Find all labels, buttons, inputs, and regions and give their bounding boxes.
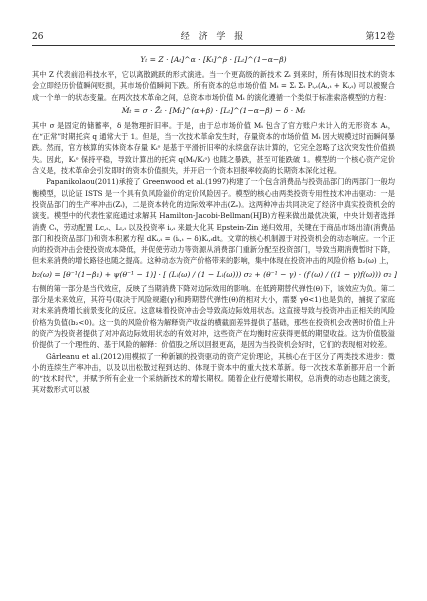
- paragraph: 其中 Z 代表前沿科技水平，它以离散跳跃的形式演进。当一个更高级的新技术 Zₜ 到来时，所有体现旧技术的资本会立即经历价值瞬间贬损，其市场价值瞬间下跌。所有资本的总市场价值 Mₜ = Σᵢ Σₜ Pᵢ,ₜ(Aᵢ,ₜ + Kᵢ,ₜ) 可以被聚合成一个单一的状态变量。在两次技术革命之间，总资本市场价值 Mₜ 的演化遵循一个类似于标准索洛模型的方程：: [32, 70, 395, 102]
- paragraph: Papanikolaou(2011)承接了 Greenwood et al.(1997)构建了一个包含消费品与投资品部门的两部门一般均衡模型，以论证 ISTS 是一个具有负风险溢价的定价风险因子。模型的核心由两类投资专用性技术冲击驱动：一是投资品部门的生产率冲击(Zₜ)，二是资本转化的边际效率冲击(Zₑ)。这两种冲击共同决定了经济中真实投资机会的演变。模型中的代表性家庭通过求解其 Hamilton-Jacobi-Bellman(HJB)方程来做出最优决策，中央计划者选择消费 Cₜ，劳动配置 Lc,ₜ、Lₗ,ₜ 以及投资率 iᵢ,ₜ 来最大化其 Epstein-Zin 递归效用，关键在于商品市场出清(消费品部门和投资品部门)和资本积累方程 dKᵢ,ₜ = (iᵢ,ₜ − δ)Kᵢ,ₜdt。文章的核心机制源于对投资机会的动态响应。一个正向的投资冲击会使投资成本降低，并促使劳动力等资源从消费部门重新分配至投资部门，导致当期消费暂时下降，但未来消费的增长路径也随之提高。这种动态为资产价格带来的影响，集中体现在投资冲击的风险价格 b₂(ω) 上，: [32, 177, 395, 266]
- running-header: [32, 30, 395, 44]
- issue-label: 第12卷: [365, 32, 395, 42]
- equation-risk-price: b₂(ω) = [θ⁻¹(1−β₁) + ψ(θ⁻¹ − 1)] · [ (Lᵢ(ω) / (1 − Lᵢ(ω))) σ₂ + (θ⁻¹ − γ) · (f′(ω) / ((1 − γ)f(ω))) σ₂ ]: [32, 269, 397, 279]
- page-number: 26: [32, 32, 44, 42]
- article-body: [32, 52, 395, 396]
- paragraph: 右侧的第一部分是当代效应，反映了当期消费下降对边际效用的影响。在低跨期替代弹性(θ)下，该效应为负。第二部分是未来效应，其符号(取决于风险规避(γ)和跨期替代弹性(θ)的相对大小，需要 γθ<1)也是负的，捕捉了家庭对未来消费增长前景变化的反应。这意味着投资冲击会导致高边际效用状态。这直接导致与投资冲击正相关的风险价格为负值(b₂<0)。这一负的风险价格为解释资产收益的横截面差异提供了基础，那些在投资机会改善时价值上升的资产为投资者提供了对冲高边际效用状态的有效对冲，这些资产在均衡时应获得更低的期望收益。这为价值股溢价提供了一个理性的、基于风险的解释：价值股之所以回报更高，是因为当投资机会好时，它们的表现相对较差。: [32, 283, 395, 350]
- header-rule: [32, 45, 395, 46]
- paragraph: 其中 σ 是固定的储蓄率，δ 是物理折旧率。于是，由于总市场价值 Mₜ 包含了官方账户未计入的无形资本 Aₜ，在“正常”时期托宾 q 通常大于 1。但是，当一次技术革命发生时，存量资本的市场价值 Mₜ 因大规模过时而瞬间暴跌。然而，官方核算的实体资本存量 Kₜᵒ 是基于平滑折旧率的永续盘存法计算的，它完全忽略了这次突发性价值损失。因此，Kₜᵒ 保持平稳，导致计算出的托宾 q(Mₜ/Kₜᵒ) 也随之暴跌，甚至可能跌破 1。模型的一个核心资产定价含义是，技术革命会引发即时的资本价值损失，并开启一个资本回报率较高的长期资本深化过程。: [32, 120, 395, 176]
- equation-market-value: Ṁₜ = σ · Z̃ₜ · [Mₜ]^(α+β) · [Lₜ]^(1−α−β) − δ · Mₜ: [121, 105, 306, 115]
- paragraph: Gârleanu et al.(2012)用模拟了一种新颖的投资驱动的资产定价理论，其核心在于区分了两类技术进步：微小的连续生产率冲击，以及以出松散过程到达的、体现于资本中的重大技术革新。每一次技术革新都开启一个新的“技术时代”，并赋予所有企业一个采纳新技术的增长期权。随着企业行使增长期权，总消费的动态也随之演变，其对数形式可以被: [32, 351, 395, 395]
- journal-title: 经 济 学 报: [180, 32, 247, 42]
- equation-production: Yₜ = Z · [Aₜ]^α · [Kₜ]^β · [Lₜ]^(1−α−β): [140, 55, 287, 64]
